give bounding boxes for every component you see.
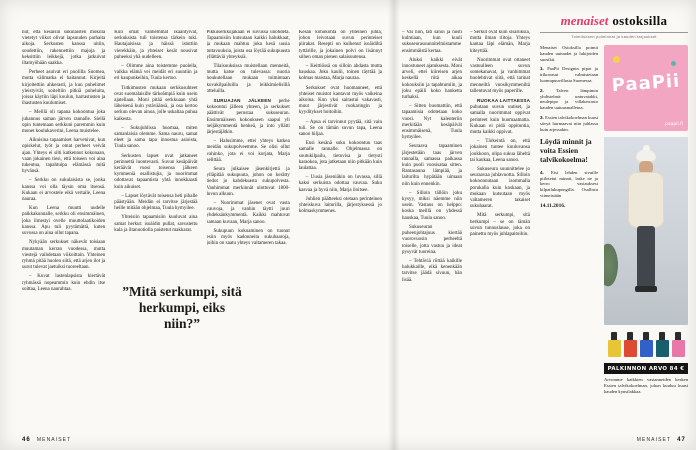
paragraph: – Serkut ovat kuin sisaruksia, mutta ilman riitoja. Yhteys kantaa läpi elämän, Marja kiteyttää. (470, 30, 530, 54)
paragraph: Sukuseuran puheenjohtajuus kiertää vuorovuosin perheeltä toiselle, jotta vastuu ja ideat pysyvät tuoreina. (402, 224, 462, 255)
nail-polish-bottle (608, 332, 621, 357)
sidebar-visual-column (604, 45, 688, 394)
text-column-1 (22, 30, 105, 422)
dark-pants (637, 226, 655, 288)
left-page-columns (22, 30, 382, 422)
contest-heading: Löydä minnit ja voita Essien talvikokoelma! (540, 137, 592, 165)
bottle-body (656, 340, 669, 357)
paragraph: – Nuorimmat jäsenet ovat vasta vauvoja, ja vanhin täytti juuri yhdeksänkymmentä. Kaikki mahtuvat samaan kuvaan, Marja sanoo. (206, 201, 290, 225)
paragraph: – Silloin tällöin joku kysyy, miksi näemme niin usein. Vastaus on helppo: koska meillä on yhdessä hauskaa, Tuula sanoo. (402, 190, 462, 221)
product-items (540, 66, 598, 132)
paragraph: Kun omat vanhemmat ikääntyivät, serkuksista tuli toistensa tärkein tuki. Hautajaisissa ja häissä istuttiin vierekkäin, ja yhteiset kesät nousivat puheeksi yhä uudelleen. (114, 30, 198, 60)
magazine-name: MENAISET (36, 437, 72, 443)
bottle-cap (627, 332, 633, 340)
prize-value-bar: PALKINNON ARVO 84 € (604, 363, 688, 374)
brand-logo: menaiset (560, 13, 609, 28)
paragraph: Seuraava tapaaminen järjestetään taas järven rannalla, samassa paikassa kuin puoli vuosisataa sitten. Rantasauna lämpiää, ja laiturilta hypätään uimaan niin kuin ennenkin. (402, 144, 462, 187)
paragraph: 1. PaaPii Designin pipot ja trikooasut valmistetaan luomupuuvillasta Suomessa. (540, 66, 599, 83)
text-column-5 (402, 30, 462, 422)
bottle-body (672, 340, 685, 357)
paragraph: Nuorimmat ovat ottaneet vastuulleen suvun somekanavat, ja vanhimmat huolehtivat siitä, että tarinat menneiltä vuosikymmeniltä tallentuvat myös paperille. (470, 57, 530, 94)
nail-polish-row (604, 332, 688, 357)
paragraph: SURUAJAN JÄLKEEN perhe kokoontui jälleen yhteen, ja serkukset päättivät perustaa sukuseuran. Ensimmäiseen kokoukseen saapui yli neljäkymmentä henkeä, ja into yllätti järjestäjätkin. (206, 98, 290, 136)
paragraph: Aikuisina tapaamiset harvenivat, kun opiskelut, työt ja omat perheet veivät ajan. Yhteys ei silti katkennut kokonaan, vaan jokainen tiesi, että toiseen voi aina tukeutua, tapahtuipa elämässä mitä hyvänsä. (22, 138, 106, 175)
paragraph: Juhlien päätteeksi otetaan perinteinen yhteiskuva laiturilla, järjestyksessä jo kolmaskymmenes. (298, 196, 382, 215)
paragraph: Serkusten lapset ovat jatkaneet perinnettä luontevasti. Suvun kesäpäivät keräävät vuosi toisensa jälkeen kymmeniä osallistujia, ja nuorimmat odottavat tapaamista yhtä innokkaasti kuin aikuiset. (114, 153, 198, 190)
paragraph: Mitä serkumpi, sitä herkumpi – se on tämän suvun tunnuslause, joka on painettu myös juhlapaitoihin. (470, 213, 530, 238)
paragraph: Kun Leena muutti uudelle paikkakunnalle, serkku oli ensimmäinen, joka ilmestyi ovelle muuttolaatikoiden kanssa. Apu tuli pyytämättä, kuten suvussa on aina ollut tapana. (22, 206, 106, 237)
page-number: 46 (22, 437, 31, 443)
pull-quote: ”Mitä serkumpi, sitä herkumpi, eiks niin?” (113, 268, 251, 348)
bottle-cap (611, 332, 617, 340)
prize-block (604, 363, 688, 394)
sidebar-body (540, 45, 688, 394)
paragraph: Tilaisuuksissa muistellaan menneitä, mutta katse on tulevassa: nuoria houkutellaan mukaan toimintaan kuvakilpailuilla ja leikkimielisillä otteluilla. (206, 64, 290, 94)
paapii-url: paapii.fi (665, 122, 683, 127)
text-column-2 (114, 30, 197, 422)
magazine-name: MENAISET (636, 437, 672, 443)
bottle-body (640, 340, 653, 357)
paragraph: – Apua ei tarvinnut pyytää, sitä vain tuli. Se on tämän suvun tapa, Leena sanoo hiljaa. (298, 119, 382, 138)
paragraph: Perheet asuivat eri puolilla Suomea, mutta välimatka ei haitannut. Kirjeitä kirjoitettiin ahkerasti, ja kun puhelimet yleistyivät, soiteltiin pitkiä puheluita, joissa käytiin läpi koulun, harrastusten ja ihastusten kuulumiset. (22, 70, 106, 107)
right-page-columns (402, 30, 530, 422)
paapii-wordmark: PaaPii (611, 70, 681, 97)
paragraph: 3. Essien talvikokoelman kuusi sävyä hurmaavat niin juhlassa kuin arjessakin. (540, 114, 599, 132)
text-column-6 (470, 30, 530, 422)
paragraph: – Lapset löytävät toisensa heti pihalle päästyään. Meidän ei tarvitse järjestää heille mitään ohjelmaa, Tuula hymyilee. (114, 193, 198, 212)
paragraph: – Sukujuhlissa huomaa, miten samanlaisia olemme. Sama nauru, samat eleet ja sama tapa innostua asioista, Tuula sanoo. (114, 125, 198, 150)
bottle-cap (675, 332, 681, 340)
sidebar-header (540, 12, 688, 33)
paragraph: – Serkku on sukulaisista se, jonka kanssa voi olla täysin oma itsensä. Kukaan ei arvostele eikä vertaile, Leena nauraa. (22, 178, 106, 203)
sidebar-text-column (540, 45, 598, 394)
paragraph: – Halusimme, ettei yhteys katkea meidän sukupolveemme. Se olisi ollut vahinko, jota ei voi korjata, Marja selittää. (206, 139, 290, 163)
paragraph: RUOKAA LAITTAESSA puhutaan suvun uutiset, ja samalla nuorimmat oppivat perinteet kuin huomaamatta. Kukaan ei pidä oppituntia, mutta kaikki oppivat. (470, 98, 530, 136)
plant-decor (604, 235, 622, 295)
winter-jacket (628, 172, 664, 228)
paragraph: Kesän kohokohta on yhteinen juhla, johon leivotaan suvun perinteiset piirakat. Resepti on kulkenut isoäidiltä tyttärille, ja jokainen polvi on lisännyt siihen oman pienen salaisuutensa. (298, 30, 382, 60)
left-page-footer (22, 437, 71, 443)
section-title: ostoksilla (612, 13, 668, 28)
nail-polish-bottle (640, 332, 653, 357)
paragraph: – Kuvat lastenlapsista kiertävät ryhmässä nopeammin kuin ehdin itse soittaa, Leena naurahtaa. (22, 274, 106, 292)
right-page-footer (637, 437, 686, 443)
paragraph: 2. Talven lämpimin yhdistelmä: untuvatakki, neulepipo ja villakerrasto kauden uutuusmalleina. (540, 87, 598, 111)
bottle-cap (659, 332, 665, 340)
paragraph: Sukuseura suunnittelee jo seuraavaa juhlavuotta. Silloin kokoonnutaan isommalla porukalla kuin koskaan, ja mukaan kutsutaan myös valtameren takaiset sukuhaarat. (470, 167, 530, 210)
decor-dot-teal (671, 61, 676, 66)
bottle-body (608, 340, 621, 357)
paragraph: Pikkuserkkujakaan ei suvussa unohdeta. Tapaamisiin kutsutaan kaikki halukkaat, ja mukaan mahtuu joka kesä uusia tuttavuuksia, joista osa löytää sukupuusta yllättäviä yhteyksiä. (206, 30, 290, 60)
paragraph: – Tehtäviä riittää kaikille halukkaille, eikä kenenkään tarvitse jäädä sivuun, hän lisää. (402, 258, 462, 283)
text-column-3 (207, 30, 290, 422)
paragraph: Seura julkaisee jäsenkirjettä ja ylläpitää sukupuuta, johon on kerätty tiedot jo kahdeksasta sukupolvesta. Vanhimmat merkinnät ulottuvat 1800-luvun alkuun. (206, 167, 290, 197)
ostoksilla-sidebar (540, 12, 688, 436)
sidebar-note: Toimituksen poiminnat ja kauden tarjoukset (571, 35, 657, 39)
nail-polish-bottle (656, 332, 669, 357)
paragraph: nut, että kesäisin sukulaisten mökillä vietetyt viikot olivat lapsuuden parhaita aikoja. Serkusten kanssa uitiin, soudettiin, rakennettiin majoja ja keksittiin leikkejä, jotka jatkuivat iltamyöhään saakka. (22, 30, 106, 67)
paragraph: Serkukset ovat huomanneet, että yhteiset muistot kantavat myös vaikeina aikoina. Kun yksi sairastui vakavasti, muut järjestivät ruokaringin ja kyyditykset hoitoihin. (298, 85, 382, 116)
paragraph: Tutkimusten mukaan serkkusuhteet ovat suomalaisille tärkeämpiä kuin usein ajatellaan. Moni pitää serkkuaan yhtä läheisenä kuin ystäväänsä, ja osa kertoo serkun olevan ainoa, jolle uskaltaa puhua kaikesta. (114, 85, 198, 122)
paragraph: – Sitten huomattiin, että tapaamisia odotetaan koko vuosi. Nyt kalenteriin merkitään kesäpäivät ensimmäisenä, Tuula hymyilee. (402, 104, 462, 141)
paragraph: – Uusia jäseniäkin on luvassa, sillä kaksi serkuista odottaa vauvaa. Suku kasvaa ja hyvä niin, Marja iloitsee. (298, 175, 382, 193)
prize-description: Arvomme kaikkien vastanneiden kesken Essien talvikokoelman, johon kuuluu kuusi kauden kynsilakkaa. (604, 377, 688, 394)
paragraph: – Keittiössä on silloin ahdasta mutta hauskaa. Joku kaulii, toinen täyttää ja kolmas maistaa, Marja nauraa. (298, 64, 382, 82)
paragraph: 4. Etsi lehden sivuille piilotetut minnit, laske ne ja kerro vastauksesi kilpailukupongilla. Osallistu viimeistään (540, 169, 598, 199)
nail-polish-bottle (624, 332, 637, 357)
paapii-ad (604, 45, 688, 131)
paragraph: – Vai niin, täti sanoi ja nosti kulmiaan, kun kuuli sukuseurasuunnitelmistamme ensimmäistä kertaa. (402, 30, 462, 54)
paragraph: – Olimme aina toistemme puolella, vaikka elämä vei meidät eri suuntiin ja eri kaupunkeihin, Tuula kertoo. (114, 64, 198, 82)
paragraph: Aluksi kaikki eivät innostuneet ajatuksesta. Moni arveli, ettei kiireisen arjen keskellä riitä aikaa kokouksiin ja tapahtumiin, ja joku epäili koko hanketta turhaksi. (402, 57, 462, 101)
sidebar-intro: Menaiset Ostoksilla poimii kauden uutuudet ja lukijoiden suosikit. (540, 45, 598, 62)
bottle-body (624, 340, 637, 357)
paragraph: – Tärkeintä on, että jokainen tuntee kuuluvansa joukkoon, olipa sukua läheltä tai kaukaa, Leena sanoo. (470, 139, 530, 163)
text-column-4 (299, 30, 382, 422)
paragraph: Nykyään serkukset näkevät toisiaan muutaman kerran vuodessa, mutta viestejä vaihdetaan viikoittain. Yhteinen ryhmä pitää huolen siitä, että arjen ilot ja surut tulevat jaetuiksi tuoreeltaan. (22, 240, 106, 271)
contest-deadline: 14.11.2016. (540, 202, 566, 209)
paragraph: Sukupuun kokoaminen on tuonut esiin myös kadonneita sukuhaaroja, joihin on saatu yhteys valtameren takaa. (206, 228, 290, 247)
shoes (635, 286, 657, 292)
bottle-cap (643, 332, 649, 340)
paragraph: Yhteisiin tapaamisiin kuuluvat aina samat herkut: isoäidin pullat, savustettu kala ja iltanuotiolla paistetut makkarat. (114, 215, 198, 233)
paragraph: Ensi kesänä suku kokoontuu taas samalle rannalle. Ohjelmassa on soutukilpailu, tietovisa ja tietysti karaokea, jota jatketaan niin pitkään kuin laulattaa. (298, 141, 382, 172)
page-spine (388, 0, 400, 450)
page-number: 47 (677, 437, 686, 443)
nail-polish-bottle (672, 332, 685, 357)
paragraph: – Meillä oli tapana kokoontua joka juhannus saman järven rannalle. Siellä opin tuntemaan serkkuni paremmin kuin monet koulukaverini, Leena muistelee. (22, 110, 106, 135)
contest-instructions (540, 170, 598, 199)
decor-dot-yellow (613, 56, 620, 63)
model-photo (604, 137, 688, 325)
